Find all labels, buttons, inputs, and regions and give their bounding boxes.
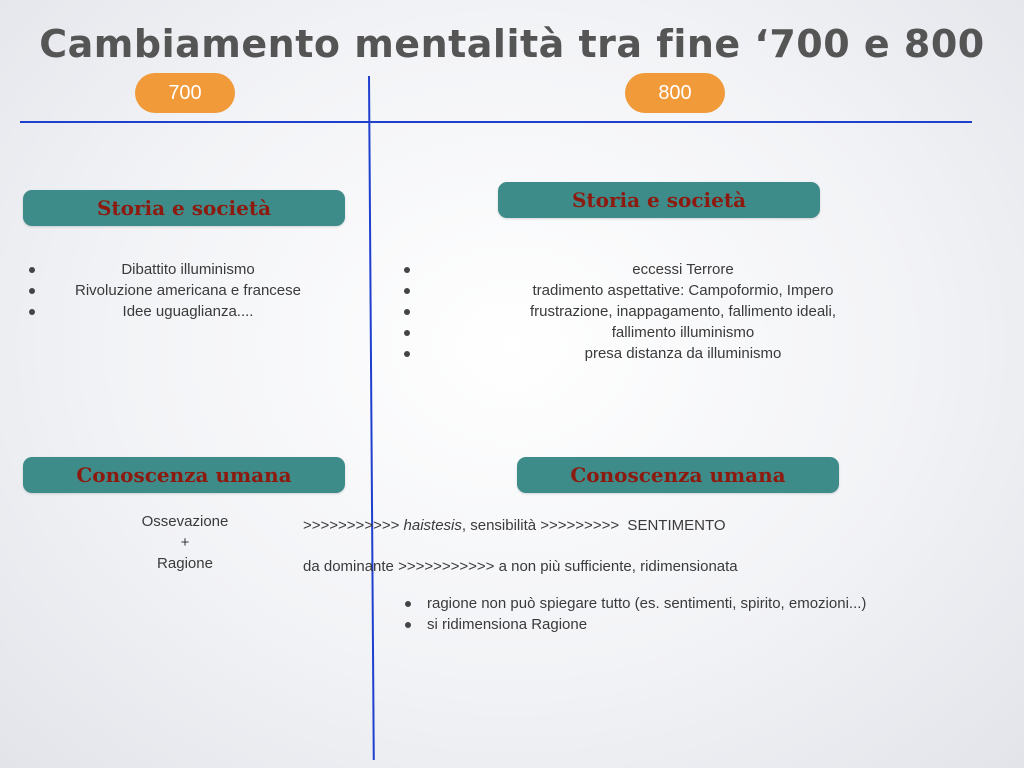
haistesis-word: haistesis [403,517,462,534]
right-storia-header [498,182,820,218]
list-item: fallimento illuminismo [398,322,968,343]
ragione-text: Ragione [157,555,213,572]
ossevazione-text: Ossevazione [141,513,229,530]
right-conoscenza-header [517,457,839,493]
pill-700 [135,73,235,113]
list-item: Rivoluzione americana e francese [23,280,353,301]
pill-700-label: 700 [168,81,202,104]
right-conoscenza-header-label: Conoscenza umana [570,463,786,487]
list-item: frustrazione, inappagamento, fallimento ideali, [398,301,968,322]
haistesis-line: >>>>>>>>>>> haistesis, sensibilità >>>>>>>>> SENTIMENTO [303,517,726,534]
plus-text: + [180,534,190,551]
pill-800-label: 800 [658,81,692,104]
slide-title: Cambiamento mentalità tra fine ‘700 e 800 [39,22,985,66]
dominante-line: da dominante >>>>>>>>>>> a non più sufficiente, ridimensionata [303,558,738,575]
left-conoscenza-header [23,457,345,493]
list-item: ragione non può spiegare tutto (es. sentimenti, spirito, emozioni...) [403,593,866,614]
list-item: presa distanza da illuminismo [398,343,968,364]
left-storia-header [23,190,345,226]
vertical-divider [368,76,375,760]
list-item: Idee uguaglianza.... [23,301,353,322]
left-conoscenza-text [105,511,265,574]
horizontal-divider [20,121,972,123]
right-storia-list [398,259,968,364]
list-item: si ridimensiona Ragione [403,614,866,635]
list-item: tradimento aspettative: Campoformio, Impero [398,280,968,301]
list-item: eccessi Terrore [398,259,968,280]
left-storia-header-label: Storia e società [96,196,272,220]
pill-800 [625,73,725,113]
list-item: Dibattito illuminismo [23,259,353,280]
right-storia-header-label: Storia e società [571,188,747,212]
left-conoscenza-header-label: Conoscenza umana [76,463,292,487]
left-storia-list [23,259,353,322]
ragione-sublist [403,593,866,635]
